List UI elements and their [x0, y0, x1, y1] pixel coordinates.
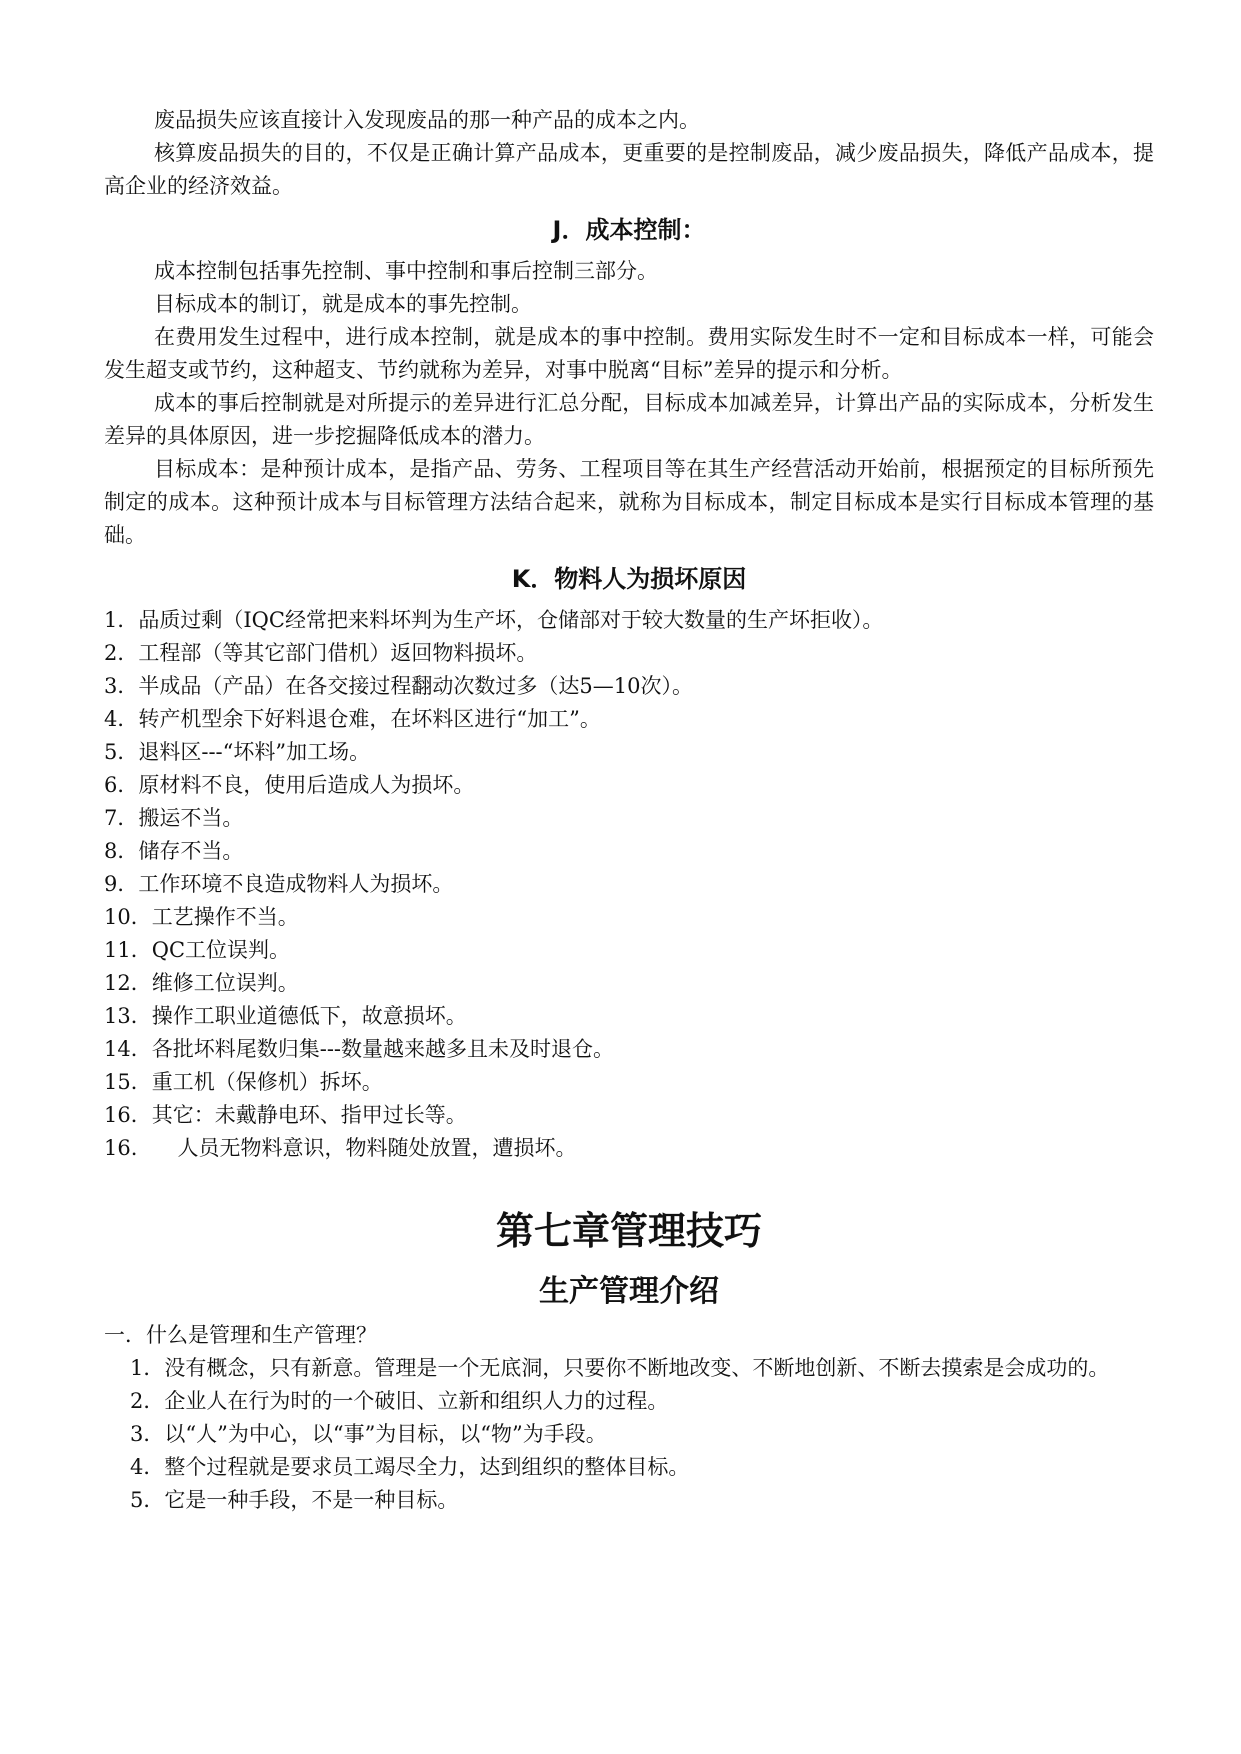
list-item: 10．工艺操作不当。	[104, 905, 299, 929]
paragraph: 成本控制包括事先控制、事中控制和事后控制三部分。	[154, 259, 658, 283]
list-item: 12．维修工位误判。	[104, 971, 299, 995]
list-item: 5．退料区---“坏料”加工场。	[104, 740, 371, 764]
list-item: 15．重工机（保修机）拆坏。	[104, 1070, 383, 1094]
list-item: 4．转产机型余下好料退仓难，在坏料区进行“加工”。	[104, 707, 601, 731]
list-item: 4．整个过程就是要求员工竭尽全力，达到组织的整体目标。	[130, 1455, 690, 1479]
list-item: 6．原材料不良，使用后造成人为损坏。	[104, 773, 475, 797]
list-item: 3．以“人”为中心，以“事”为目标，以“物”为手段。	[130, 1422, 607, 1446]
list-item: 3．半成品（产品）在各交接过程翻动次数过多（达5—10次）。	[104, 674, 693, 698]
damage-causes-list	[104, 604, 1154, 1165]
list-item: 1．品质过剩（IQC经常把来料坏判为生产坏，仓储部对于较大数量的生产坏拒收）。	[104, 608, 884, 632]
list-item: 2．工程部（等其它部门借机）返回物料损坏。	[104, 641, 538, 665]
list-item: 7．搬运不当。	[104, 806, 244, 830]
chapter-subtitle: 生产管理介绍	[539, 1274, 719, 1309]
document-page	[104, 104, 1154, 1517]
paragraph: 成本的事后控制就是对所提示的差异进行汇总分配，目标成本加减差异，计算出产品的实际成本，分析发生差异的具体原因，进一步挖掘降低成本的潜力。	[104, 391, 1154, 448]
paragraph: 废品损失应该直接计入发现废品的那一种产品的成本之内。	[154, 108, 700, 132]
question-heading: 一．什么是管理和生产管理？	[104, 1323, 377, 1347]
section-heading-j: J．成本控制：	[552, 216, 706, 244]
chapter-title: 第七章管理技巧	[495, 1209, 762, 1253]
section-heading-k: K．物料人为损坏原因	[511, 565, 747, 593]
list-item: 14．各批坏料尾数归集---数量越来越多且未及时退仓。	[104, 1037, 615, 1061]
list-item: 16. 人员无物料意识，物料随处放置，遭损坏。	[104, 1136, 577, 1160]
list-item: 2．企业人在行为时的一个破旧、立新和组织人力的过程。	[130, 1389, 669, 1413]
list-item: 13．操作工职业道德低下，故意损坏。	[104, 1004, 467, 1028]
paragraph: 目标成本：是种预计成本，是指产品、劳务、工程项目等在其生产经营活动开始前，根据预定的目标所预先制定的成本。这种预计成本与目标管理方法结合起来，就称为目标成本，制定目标成本是实行目标成本管理的基础。	[104, 457, 1154, 547]
paragraph: 在费用发生过程中，进行成本控制，就是成本的事中控制。费用实际发生时不一定和目标成本一样，可能会发生超支或节约，这种超支、节约就称为差异，对事中脱离“目标”差异的提示和分析。	[104, 325, 1154, 382]
list-item: 9．工作环境不良造成物料人为损坏。	[104, 872, 454, 896]
list-item: 16．其它：未戴静电环、指甲过长等。	[104, 1103, 467, 1127]
paragraph: 目标成本的制订，就是成本的事先控制。	[154, 292, 532, 316]
list-item: 8．储存不当。	[104, 839, 244, 863]
list-item: 1．没有概念，只有新意。管理是一个无底洞，只要你不断地改变、不断地创新、不断去摸索是会成功的。	[130, 1356, 1110, 1380]
list-item: 11．QC工位误判。	[104, 938, 291, 962]
management-list	[104, 1352, 1154, 1517]
paragraph: 核算废品损失的目的，不仅是正确计算产品成本，更重要的是控制废品，减少废品损失，降低产品成本，提高企业的经济效益。	[104, 141, 1154, 198]
list-item: 5．它是一种手段，不是一种目标。	[130, 1488, 459, 1512]
